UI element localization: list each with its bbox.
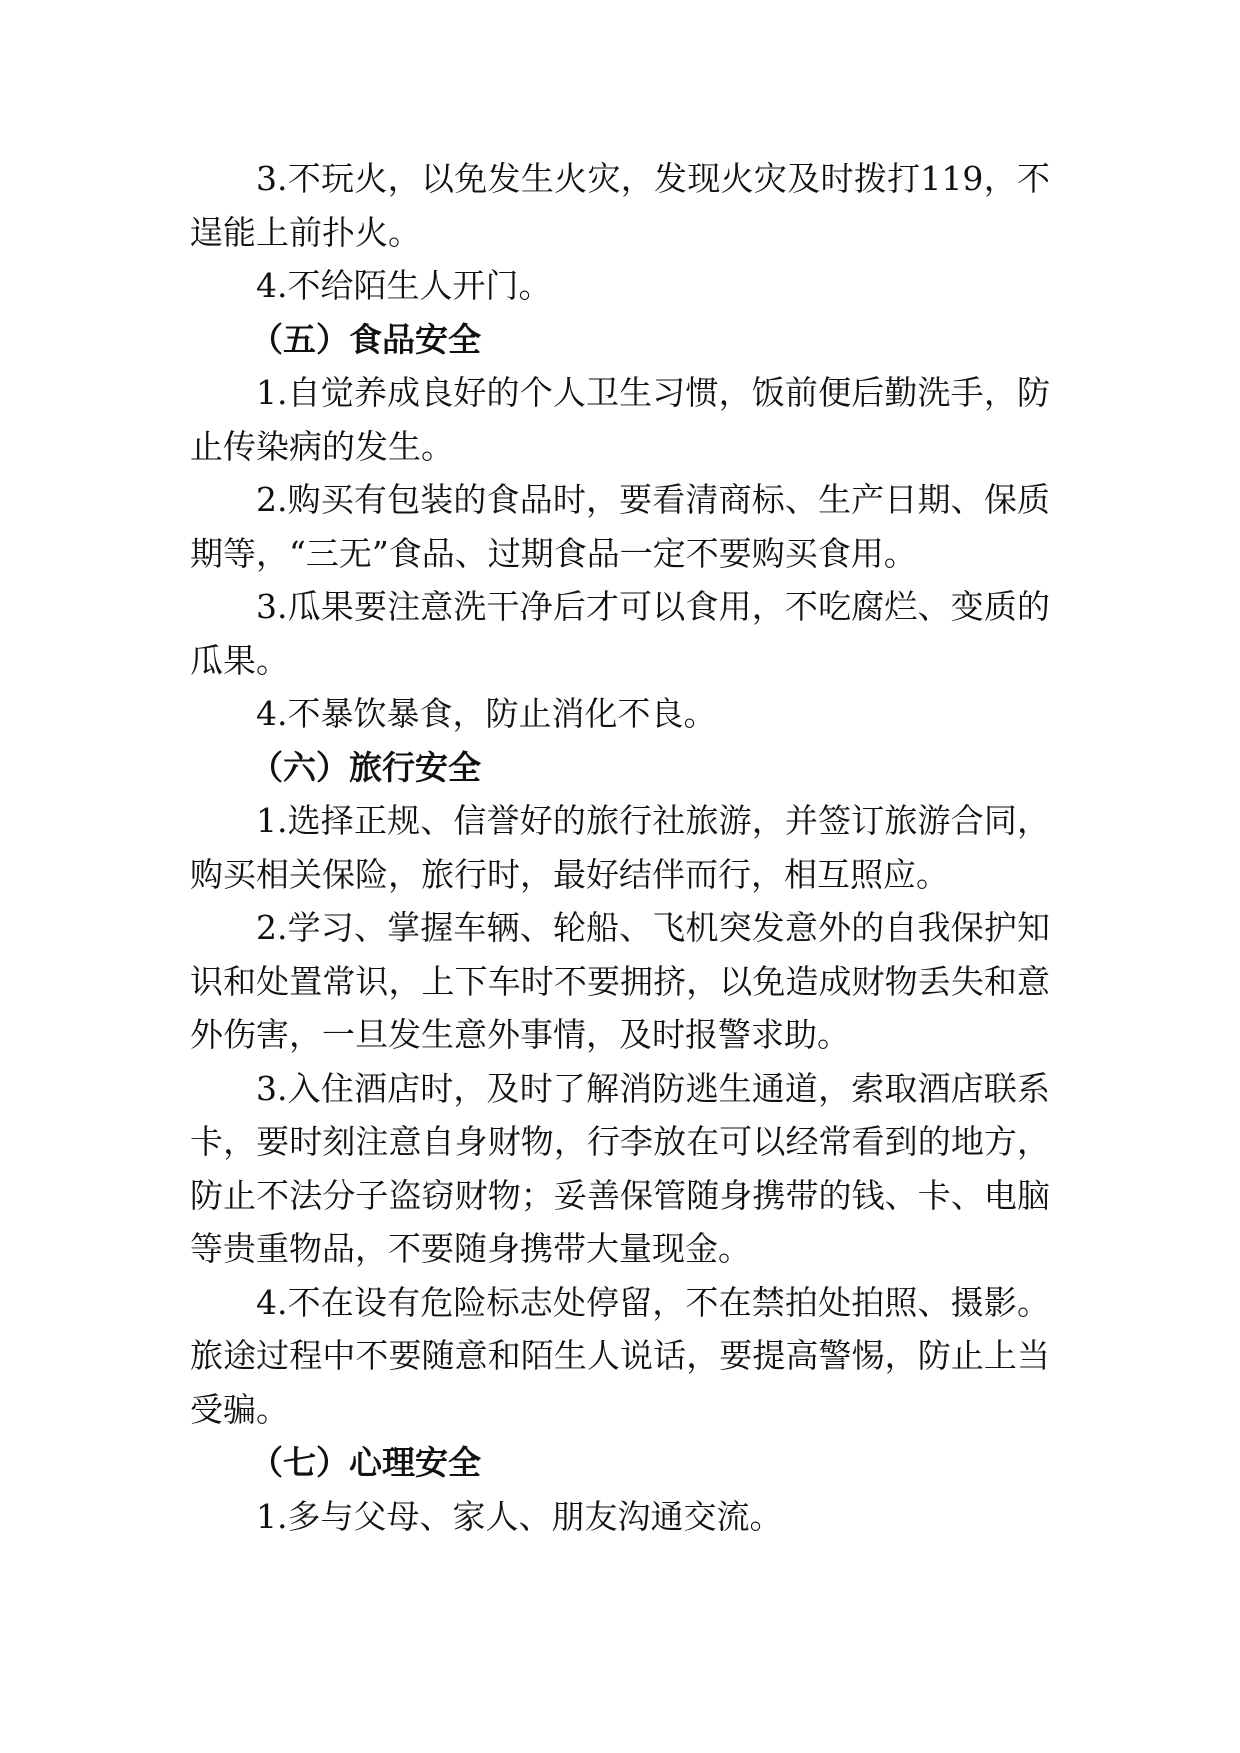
paragraph-line: 受骗。 (190, 1389, 289, 1429)
paragraph-line: 3.瓜果要注意洗干净后才可以食用，不吃腐烂、变质的 (256, 587, 1050, 626)
paragraph-line: 止传染病的发生。 (190, 426, 454, 466)
paragraph-line: 逞能上前扑火。 (190, 212, 421, 252)
paragraph-line: 购买相关保险，旅行时，最好结伴而行，相互照应。 (190, 854, 949, 894)
paragraph-line: 4.不在设有危险标志处停留，不在禁拍处拍照、摄影。 (256, 1282, 1050, 1322)
paragraph-line: 2.学习、掌握车辆、轮船、飞机突发意外的自我保护知 (256, 908, 1050, 947)
section-heading-food-safety: （五）食品安全 (250, 319, 481, 359)
paragraph-line: 防止不法分子盗窃财物；妥善保管随身携带的钱、卡、电脑 (190, 1175, 1050, 1215)
paragraph-line: 4.不给陌生人开门。 (256, 266, 552, 305)
paragraph-line: 2.购买有包装的食品时，要看清商标、生产日期、保质 (256, 480, 1050, 519)
paragraph-line: 1.多与父母、家人、朋友沟通交流。 (256, 1496, 783, 1536)
paragraph-line: 外伤害，一旦发生意外事情，及时报警求助。 (190, 1015, 850, 1054)
paragraph-line: 瓜果。 (190, 640, 289, 680)
paragraph-line: 识和处置常识，上下车时不要拥挤，以免造成财物丢失和意 (190, 961, 1050, 1001)
paragraph-line: 等贵重物品，不要随身携带大量现金。 (190, 1229, 751, 1268)
document-page (190, 152, 1050, 1543)
paragraph-line: 3.不玩火，以免发生火灾，发现火灾及时拨打119，不 (256, 159, 1050, 198)
section-heading-travel-safety: （六）旅行安全 (250, 747, 481, 787)
paragraph-line: 卡，要时刻注意自身财物，行李放在可以经常看到的地方， (190, 1122, 1050, 1161)
paragraph-line: 1.自觉养成良好的个人卫生习惯，饭前便后勤洗手，防 (256, 373, 1050, 412)
paragraph-line: 3.入住酒店时，及时了解消防逃生通道，索取酒店联系 (256, 1068, 1050, 1108)
paragraph-line: 旅途过程中不要随意和陌生人说话，要提高警惕，防止上当 (190, 1336, 1050, 1375)
paragraph-line: 期等，“三无”食品、过期食品一定不要购买食用。 (190, 533, 917, 573)
paragraph-line: 1.选择正规、信誉好的旅行社旅游，并签订旅游合同， (256, 801, 1050, 840)
paragraph-line: 4.不暴饮暴食，防止消化不良。 (256, 694, 717, 733)
section-heading-mental-safety: （七）心理安全 (250, 1443, 481, 1482)
